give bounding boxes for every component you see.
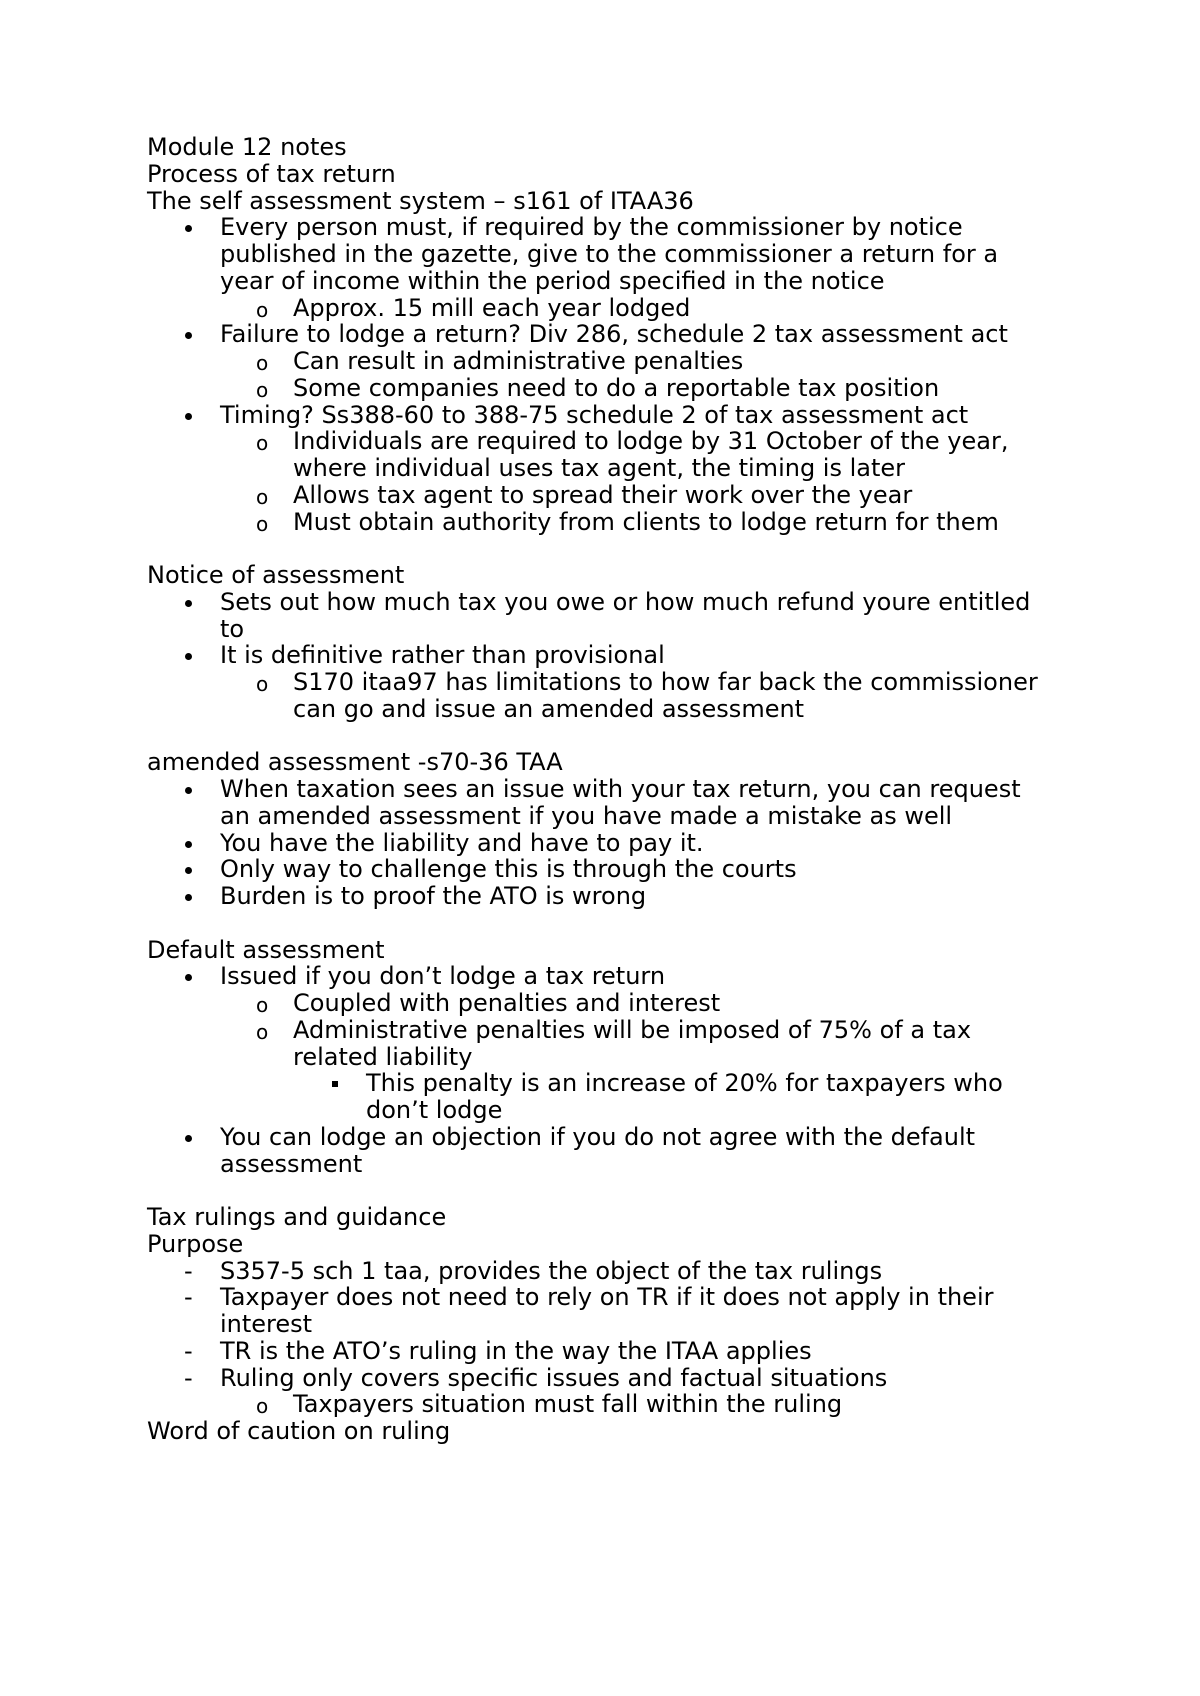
- bullet-icon: [185, 332, 192, 339]
- sub-bullet-continuation: related liability: [293, 1042, 473, 1071]
- heading-line: Purpose: [147, 1229, 244, 1258]
- bullet-continuation: an amended assessment if you have made a mistake as well: [220, 801, 953, 830]
- sub-bullet-continuation: can go and issue an amended assessment: [293, 694, 805, 723]
- dash-bullet-icon: -: [184, 1363, 193, 1392]
- circle-bullet-icon: o: [256, 993, 269, 1017]
- sub-sub-bullet-continuation: don’t lodge: [366, 1096, 503, 1124]
- sub-bullet-item: Individuals are required to lodge by 31 October of the year,: [293, 427, 1009, 456]
- dash-bullet-icon: -: [184, 1256, 193, 1285]
- circle-bullet-icon: o: [256, 431, 269, 456]
- circle-bullet-icon: o: [256, 484, 269, 509]
- sub-bullet-item: Approx. 15 mill each year lodged: [293, 293, 691, 322]
- sub-bullet-continuation: where individual uses tax agent, the timing is later: [293, 454, 906, 482]
- sub-sub-bullet-item: This penalty is an increase of 20% for taxpayers who: [366, 1069, 1003, 1098]
- sub-bullet-item: Can result in administrative penalties: [293, 347, 744, 375]
- dash-bullet-icon: -: [184, 1283, 193, 1312]
- circle-bullet-icon: o: [256, 377, 269, 402]
- bullet-icon: [185, 894, 192, 901]
- sub-bullet-item: S170 itaa97 has limitations to how far back the commissioner: [293, 668, 1038, 696]
- bullet-continuation: interest: [220, 1310, 313, 1338]
- bullet-item: Sets out how much tax you owe or how much refund youre entitled: [220, 587, 1031, 616]
- sub-bullet-item: Taxpayers situation must fall within the ruling: [293, 1390, 843, 1419]
- circle-bullet-icon: o: [256, 297, 269, 322]
- heading-line: amended assessment -s70-36 TAA: [147, 748, 563, 777]
- bullet-continuation: assessment: [220, 1149, 363, 1178]
- dash-item: TR is the ATO’s ruling in the way the ITAA applies: [220, 1336, 812, 1365]
- bullet-item: When taxation sees an issue with your tax return, you can request: [220, 775, 1021, 803]
- circle-bullet-icon: o: [256, 1394, 269, 1419]
- dash-item: S357-5 sch 1 taa, provides the object of the tax rulings: [220, 1256, 883, 1285]
- bullet-icon: [185, 413, 192, 420]
- bullet-icon: [185, 1135, 192, 1142]
- bullet-item: Timing? Ss388-60 to 388-75 schedule 2 of tax assessment act: [220, 400, 969, 429]
- bullet-icon: [185, 787, 192, 794]
- heading-line: Word of caution on ruling: [147, 1417, 451, 1445]
- bullet-icon: [185, 974, 192, 981]
- sub-bullet-item: Some companies need to do a reportable tax position: [293, 373, 940, 402]
- bullet-icon: [185, 225, 192, 232]
- bullet-continuation: published in the gazette, give to the commissioner a return for a: [220, 240, 999, 268]
- circle-bullet-icon: o: [256, 511, 269, 536]
- circle-bullet-icon: o: [256, 1019, 269, 1044]
- bullet-item: It is definitive rather than provisional: [220, 641, 665, 670]
- sub-bullet-item: Must obtain authority from clients to lodge return for them: [293, 507, 999, 536]
- bullet-item: Every person must, if required by the commissioner by notice: [220, 213, 963, 242]
- dash-item: Taxpayer does not need to rely on TR if it does not apply in their: [220, 1283, 994, 1312]
- dash-bullet-icon: -: [184, 1336, 193, 1365]
- square-bullet-icon: [332, 1081, 338, 1087]
- bullet-icon: [185, 841, 192, 848]
- circle-bullet-icon: o: [256, 351, 269, 375]
- bullet-item: You can lodge an objection if you do not agree with the default: [220, 1122, 976, 1151]
- bullet-item: Failure to lodge a return? Div 286, schedule 2 tax assessment act: [220, 320, 1008, 349]
- bullet-icon: [185, 867, 192, 874]
- heading-line: Tax rulings and guidance: [147, 1203, 447, 1231]
- heading-line: The self assessment system – s161 of ITAA36: [147, 186, 694, 215]
- bullet-continuation: to: [220, 614, 245, 643]
- circle-bullet-icon: o: [256, 672, 269, 696]
- bullet-icon: [185, 653, 192, 660]
- sub-bullet-item: Coupled with penalties and interest: [293, 989, 721, 1017]
- bullet-item: Burden is to proof the ATO is wrong: [220, 882, 647, 910]
- sub-bullet-item: Administrative penalties will be imposed of 75% of a tax: [293, 1015, 972, 1044]
- sub-bullet-item: Allows tax agent to spread their work over the year: [293, 480, 913, 509]
- heading-line: Module 12 notes: [147, 133, 347, 161]
- bullet-item: You have the liability and have to pay it.: [220, 828, 704, 857]
- heading-line: Notice of assessment: [147, 561, 405, 589]
- heading-line: Process of tax return: [147, 159, 396, 188]
- bullet-continuation: year of income within the period specified in the notice: [220, 266, 885, 295]
- bullet-item: Issued if you don’t lodge a tax return: [220, 962, 666, 991]
- dash-item: Ruling only covers specific issues and factual situations: [220, 1363, 888, 1392]
- heading-line: Default assessment: [147, 935, 385, 964]
- bullet-item: Only way to challenge this is through the courts: [220, 855, 797, 884]
- bullet-icon: [185, 600, 192, 607]
